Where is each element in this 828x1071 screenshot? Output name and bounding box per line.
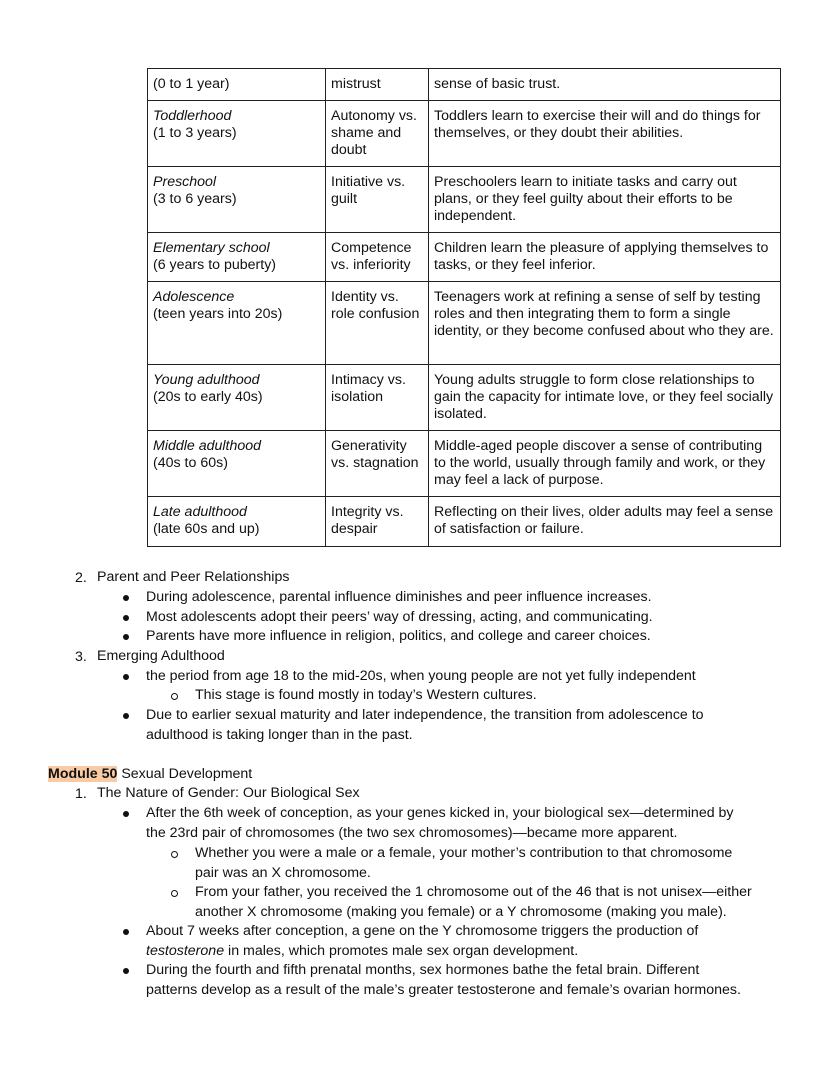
bullet-icon [123,968,129,974]
table-row [148,431,781,497]
bullet-icon [123,674,129,680]
sub-bullet-text: From your father, you received the 1 chromosome out of the 46 that is not unisex—either [195,884,752,900]
description-cell [429,282,781,365]
stage-cell [148,431,326,497]
section-title: The Nature of Gender: Our Biological Sex [97,785,360,801]
stage-name: Toddlerhood [153,108,232,124]
bullet-text: During the fourth and fifth prenatal months, sex hormones bathe the fetal brain. Different [146,962,700,978]
stage-name: Adolescence [153,289,235,305]
stage-name: Middle adulthood [153,438,262,454]
module-title: Sexual Development [121,766,253,782]
stage-age: (20s to early 40s) [153,389,263,405]
table-row [148,167,781,233]
description-cell [429,497,781,547]
list-number: 1. [75,786,87,802]
psychosocial-issue: Intimacy vs. isolation [331,372,406,405]
bullet-text-rest: in males, which promotes male sex organ development. [224,943,579,959]
module-heading [48,765,252,785]
stage-name: Young adulthood [153,372,260,388]
module-label: Module 50 [48,766,118,782]
bullet-icon [123,929,129,935]
sub-bullet-text: Whether you were a male or a female, your mother’s contribution to that chromosome [195,845,733,861]
description-cell [429,101,781,167]
bullet-text: During adolescence, parental influence diminishes and peer influence increases. [146,589,652,605]
bullet-icon [123,595,129,601]
stage-age: (teen years into 20s) [153,306,283,322]
psychosocial-issue: Autonomy vs. shame and doubt [331,108,417,158]
description-cell [429,365,781,431]
section-title: Parent and Peer Relationships [97,569,290,585]
bullet-text: About 7 weeks after conception, a gene on the Y chromosome triggers the production of [146,923,699,939]
stage-cell [148,69,326,101]
psychosocial-issue: mistrust [331,76,381,92]
table-row [148,497,781,547]
list-number: 2. [75,570,87,586]
task-description: Young adults struggle to form close relationships to gain the capacity for intimate love, or they feel socially isolated. [434,372,774,422]
sub-bullet-text: another X chromosome (making you female) or a Y chromosome (making you male). [195,904,727,920]
stage-name: Late adulthood [153,504,247,520]
task-description: Teenagers work at refining a sense of self by testing roles and then integrating them to form a single identity, or they become confused about who they are. [434,289,774,339]
task-description: Preschoolers learn to initiate tasks and carry out plans, or they feel guilty about their efforts to be independent. [434,174,737,224]
psychosocial-issue: Initiative vs. guilt [331,174,406,207]
bullet-text: After the 6th week of conception, as your genes kicked in, your biological sex—determined by [146,805,734,821]
italic-term: testosterone [146,943,225,959]
stage-name: Preschool [153,174,217,190]
bullet-icon [123,811,129,817]
stage-cell [148,101,326,167]
bullet-icon [123,634,129,640]
issue-cell [326,431,429,497]
stage-cell [148,365,326,431]
task-description: Toddlers learn to exercise their will and do things for themselves, or they doubt their abilities. [434,108,761,141]
stage-age: (6 years to puberty) [153,257,277,273]
bullet-text: Due to earlier sexual maturity and later independence, the transition from adolescence to [146,707,704,723]
issue-cell [326,497,429,547]
stage-age: (1 to 3 years) [153,125,237,141]
description-cell [429,167,781,233]
bullet-text: patterns develop as a result of the male’s greater testosterone and female’s ovarian hormones. [146,982,741,998]
task-description: Children learn the pleasure of applying themselves to tasks, or they feel inferior. [434,240,769,273]
description-cell [429,233,781,282]
psychosocial-issue: Generativity vs. stagnation [331,438,419,471]
issue-cell [326,69,429,101]
bullet-text: the 23rd pair of chromosomes (the two sex chromosomes)—became more apparent. [146,825,678,841]
sub-bullet-icon [171,890,178,897]
stage-age: (40s to 60s) [153,455,228,471]
task-description: sense of basic trust. [434,76,561,92]
bullet-text: Parents have more influence in religion, politics, and college and career choices. [146,628,651,644]
stage-cell [148,282,326,365]
issue-cell [326,233,429,282]
psychosocial-issue: Competence vs. inferiority [331,240,412,273]
sub-bullet-icon [171,693,178,700]
task-description: Middle-aged people discover a sense of contributing to the world, usually through family and work, or they may feel a lack of purpose. [434,438,766,488]
stage-age: (0 to 1 year) [153,76,230,92]
stage-age: (3 to 6 years) [153,191,237,207]
table-row [148,282,781,365]
stage-cell [148,497,326,547]
list-number: 3. [75,649,87,665]
sub-bullet-text: pair was an X chromosome. [195,865,371,881]
description-cell [429,431,781,497]
psychosocial-issue: Integrity vs. despair [331,504,404,537]
table-row [148,365,781,431]
bullet-icon [123,713,129,719]
sub-bullet-icon [171,851,178,858]
bullet-text: adulthood is taking longer than in the past. [146,727,413,743]
issue-cell [326,365,429,431]
task-description: Reflecting on their lives, older adults may feel a sense of satisfaction or failure. [434,504,774,537]
issue-cell [326,101,429,167]
bullet-text: Most adolescents adopt their peers’ way of dressing, acting, and communicating. [146,609,653,625]
sub-bullet-text: This stage is found mostly in today’s Western cultures. [195,687,537,703]
erikson-stages-table [147,68,781,547]
stage-cell [148,167,326,233]
issue-cell [326,167,429,233]
description-cell [429,69,781,101]
table-row [148,233,781,282]
stage-age: (late 60s and up) [153,521,260,537]
issue-cell [326,282,429,365]
bullet-icon [123,615,129,621]
stage-name: Elementary school [153,240,270,256]
bullet-text [146,942,578,962]
psychosocial-issue: Identity vs. role confusion [331,289,420,322]
section-title: Emerging Adulthood [97,648,225,664]
bullet-text: the period from age 18 to the mid-20s, when young people are not yet fully independent [146,668,696,684]
table-row [148,101,781,167]
table-row [148,69,781,101]
stage-cell [148,233,326,282]
